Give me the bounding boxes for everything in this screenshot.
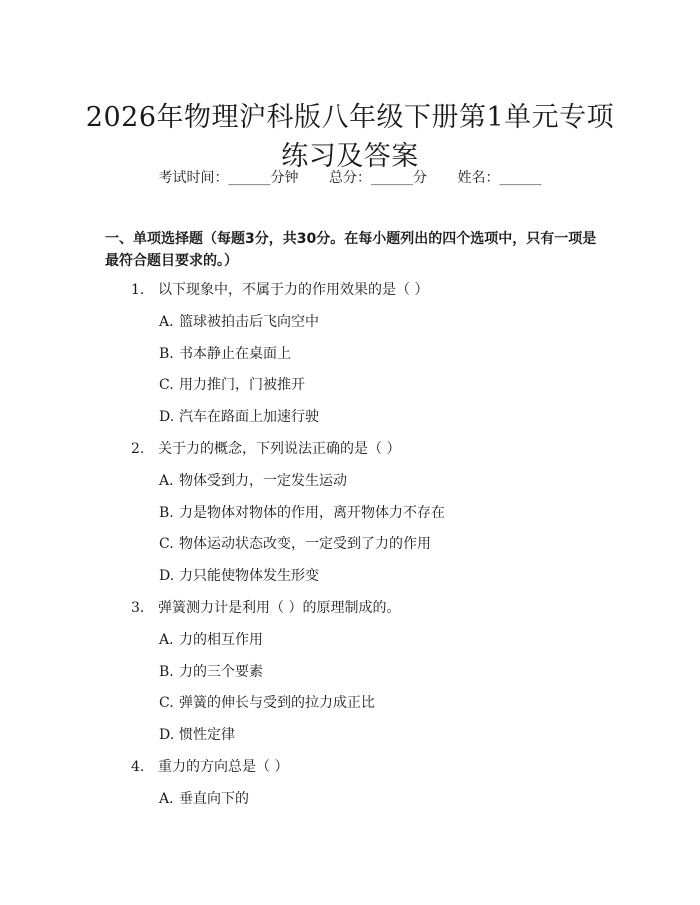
option-letter: C.	[159, 695, 174, 712]
option-text: 力是物体对物体的作用，离开物体力不存在	[179, 504, 445, 521]
answer-option	[159, 662, 263, 682]
answer-option	[159, 534, 431, 554]
option-text: 物体受到力，一定发生运动	[179, 472, 347, 489]
title-line-1: 2026年物理沪科版八年级下册第1单元专项	[85, 102, 615, 134]
option-text: 物体运动状态改变，一定受到了力的作用	[179, 536, 431, 553]
section-heading: 一、单项选择题（每题3分，共30分。在每小题列出的四个选项中，只有一项是最符合题目要求的。）	[105, 231, 597, 269]
option-text: 垂直向下的	[179, 790, 249, 807]
answer-option	[159, 693, 375, 713]
option-letter: B.	[159, 345, 174, 362]
option-text: 篮球被拍击后飞向空中	[179, 313, 319, 330]
question-item	[131, 757, 288, 777]
total-score-field: 总分：______分	[329, 170, 427, 186]
answer-option	[159, 789, 249, 809]
answer-option	[159, 503, 445, 523]
question-item	[131, 598, 400, 618]
option-letter: A.	[159, 790, 174, 807]
question-item	[131, 439, 400, 459]
option-letter: A.	[159, 313, 174, 330]
option-letter: B.	[159, 663, 174, 680]
option-letter: D.	[159, 727, 175, 744]
page-title	[0, 98, 700, 176]
exam-info	[0, 168, 700, 188]
question-number: 2.	[131, 441, 145, 457]
option-text: 弹簧的伸长与受到的拉力成正比	[179, 695, 375, 712]
option-text: 用力推门，门被推开	[179, 377, 305, 394]
option-letter: A.	[159, 631, 174, 648]
question-item	[131, 280, 428, 300]
answer-option	[159, 630, 263, 650]
option-text: 力的三个要素	[179, 663, 263, 680]
option-letter: A.	[159, 472, 174, 489]
student-name-field: 姓名：______	[457, 170, 542, 186]
answer-option	[159, 725, 235, 745]
option-letter: C.	[159, 536, 174, 553]
option-text: 力的相互作用	[179, 631, 263, 648]
option-text: 汽车在路面上加速行驶	[179, 409, 319, 426]
question-text: 以下现象中，不属于力的作用效果的是（ ）	[158, 282, 429, 298]
answer-option	[159, 375, 305, 395]
exam-time-field: 考试时间：______分钟	[158, 170, 299, 186]
question-text: 重力的方向总是（ ）	[158, 759, 289, 775]
question-text: 弹簧测力计是利用（ ）的原理制成的。	[158, 600, 401, 616]
answer-option	[159, 407, 319, 427]
option-text: 书本静止在桌面上	[179, 345, 291, 362]
title-line-2: 练习及答案	[281, 141, 419, 173]
question-number: 4.	[131, 759, 145, 775]
answer-option	[159, 312, 319, 332]
option-text: 力只能使物体发生形变	[179, 568, 319, 585]
answer-option	[159, 344, 291, 364]
answer-option	[159, 471, 347, 491]
question-text: 关于力的概念，下列说法正确的是（ ）	[158, 441, 401, 457]
option-letter: B.	[159, 504, 174, 521]
question-number: 1.	[131, 282, 145, 298]
question-number: 3.	[131, 600, 145, 616]
answer-option	[159, 566, 319, 586]
option-letter: D.	[159, 409, 175, 426]
option-letter: C.	[159, 377, 174, 394]
option-text: 惯性定律	[179, 727, 235, 744]
option-letter: D.	[159, 568, 175, 585]
